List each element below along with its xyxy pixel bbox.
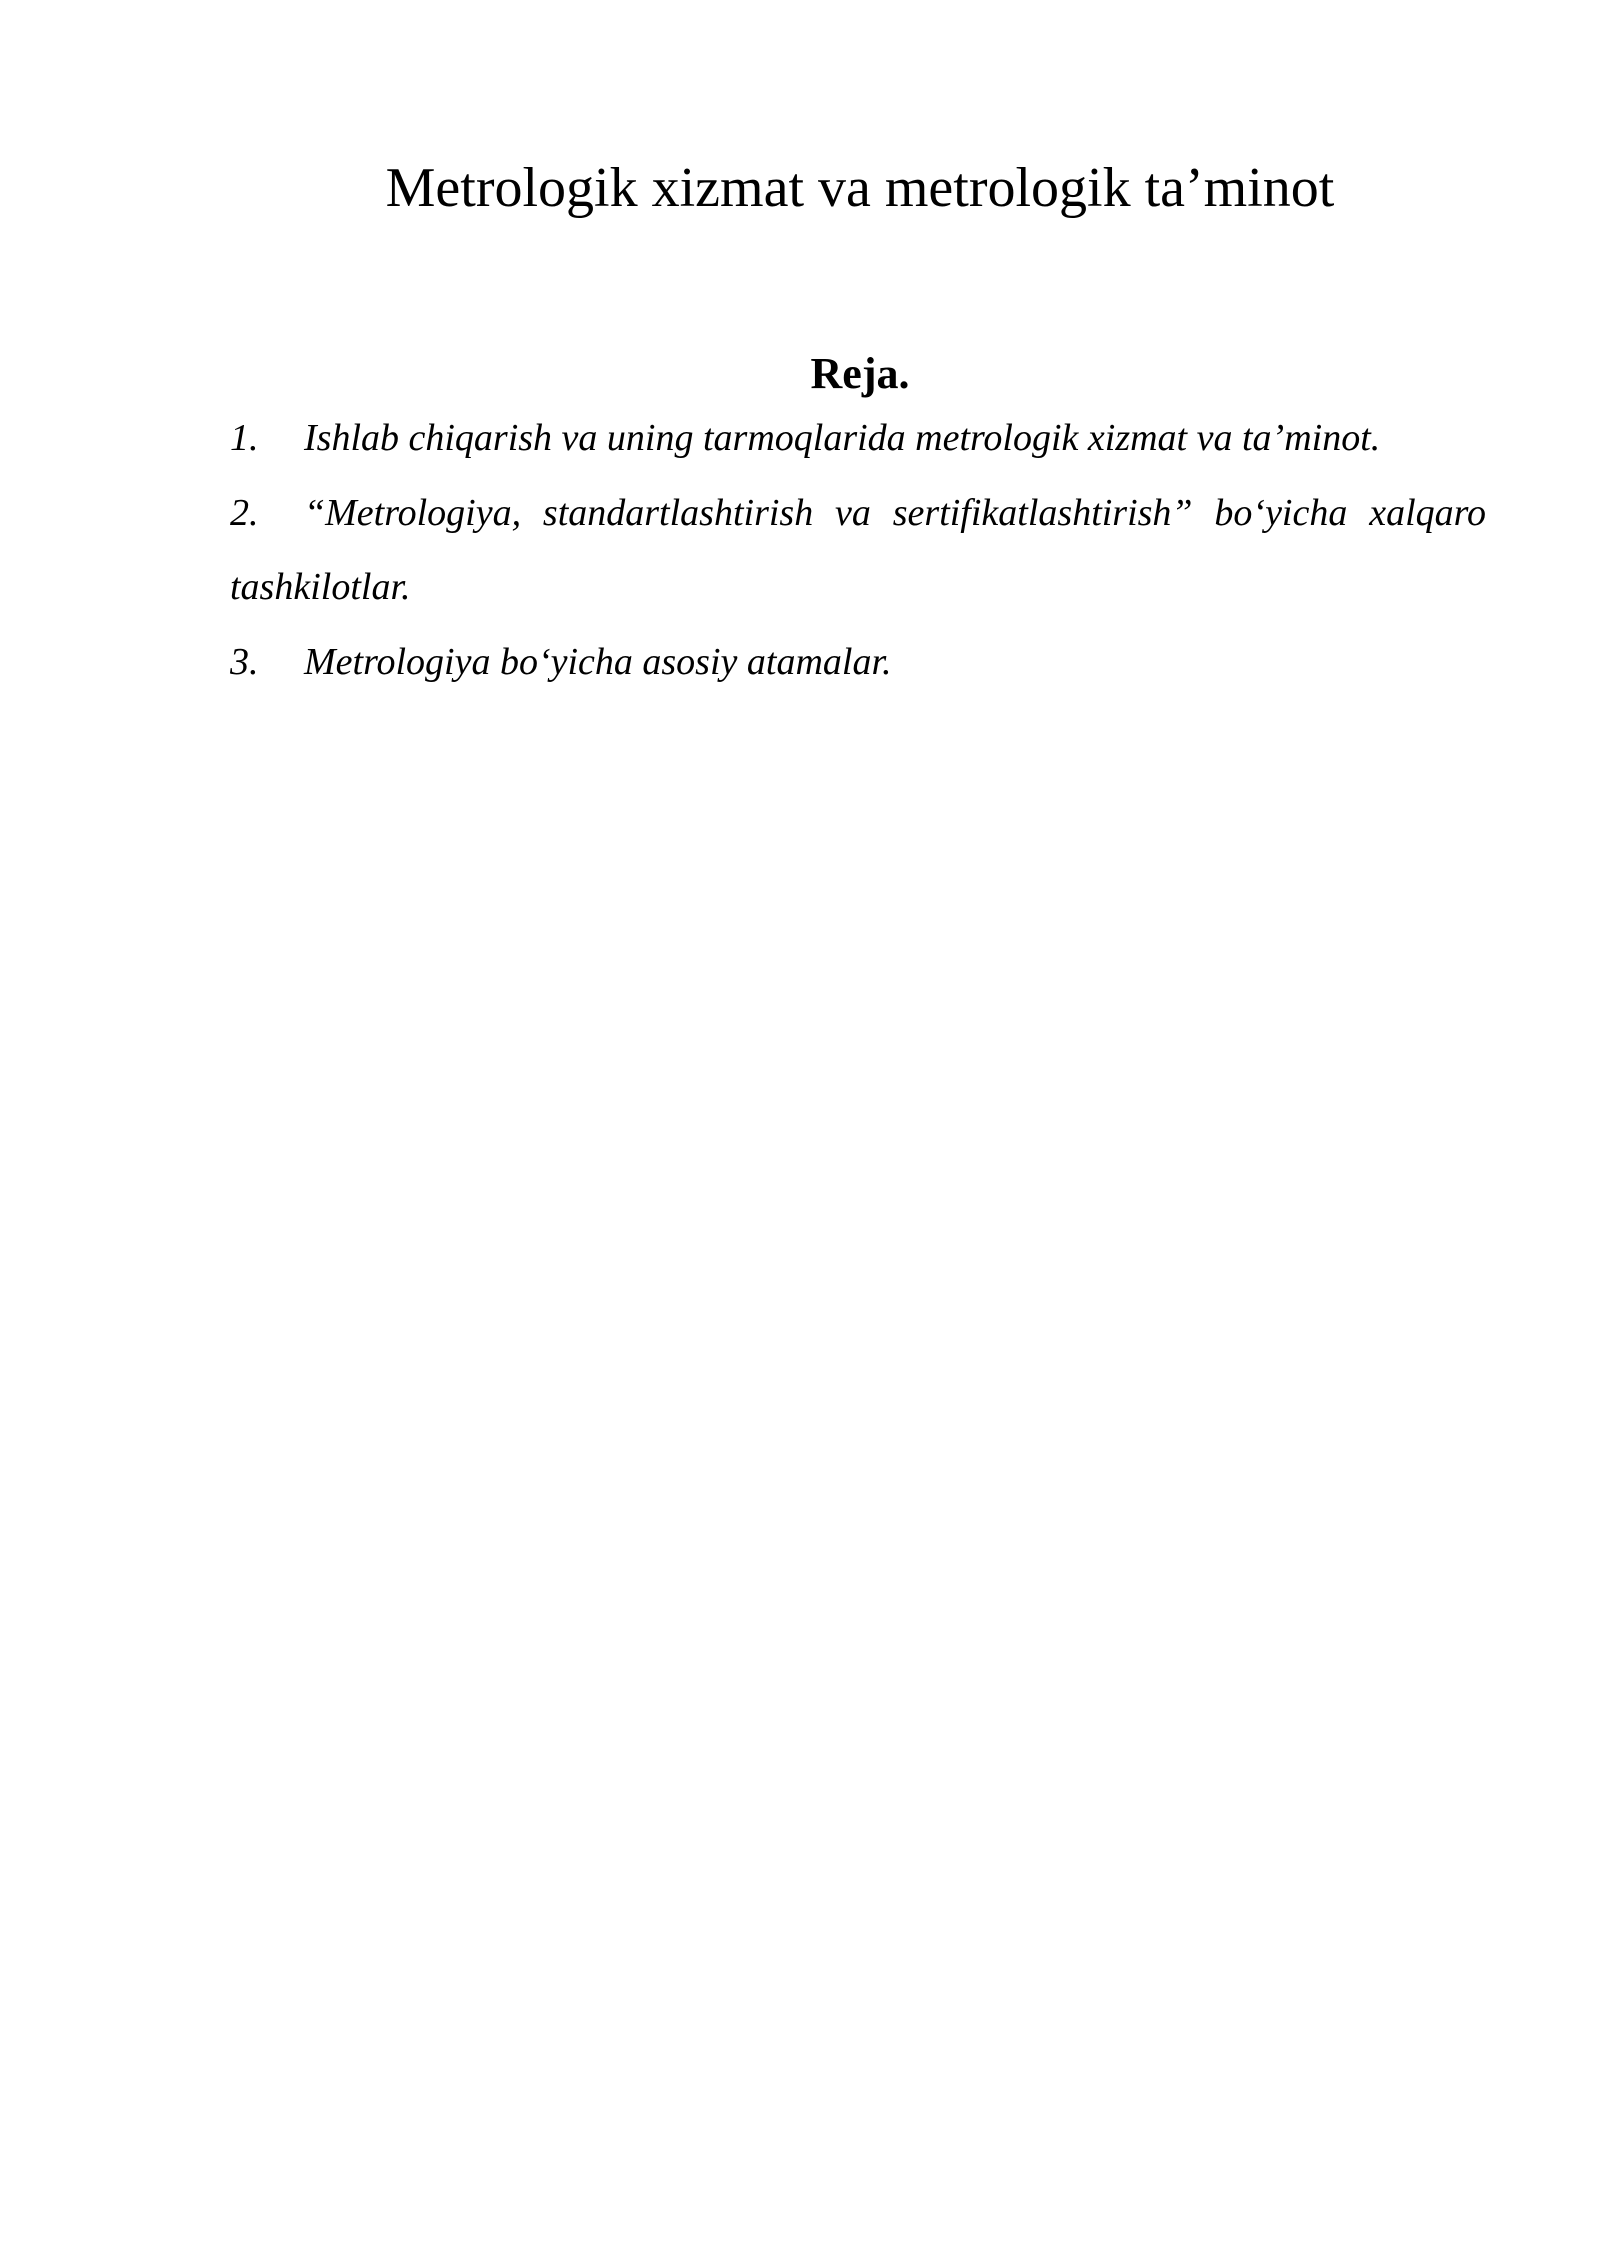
plan-item-text: Metrologiya bo‘yicha asosiy atamalar. (304, 640, 892, 683)
plan-item-number: 3. (230, 640, 259, 683)
plan-item-3 (230, 625, 1486, 700)
plan-item-text: Ishlab chiqarish va uning tarmoqlarida metrologik xizmat va ta’minot. (304, 417, 1381, 459)
plan-item-text: “Metrologiya, standartlashtirish va sertifikatlashtirish” bo‘yicha xalqaro tashkilotlar. (230, 491, 1486, 608)
plan-item-number: 2. (230, 491, 259, 534)
plan-item-2 (230, 476, 1486, 625)
plan-heading: Reja. (810, 349, 910, 398)
plan-list (230, 401, 1486, 699)
page-title: Metrologik xizmat va metrologik ta’minot (385, 157, 1335, 219)
plan-item-1 (230, 401, 1486, 476)
plan-item-number: 1. (230, 417, 259, 459)
